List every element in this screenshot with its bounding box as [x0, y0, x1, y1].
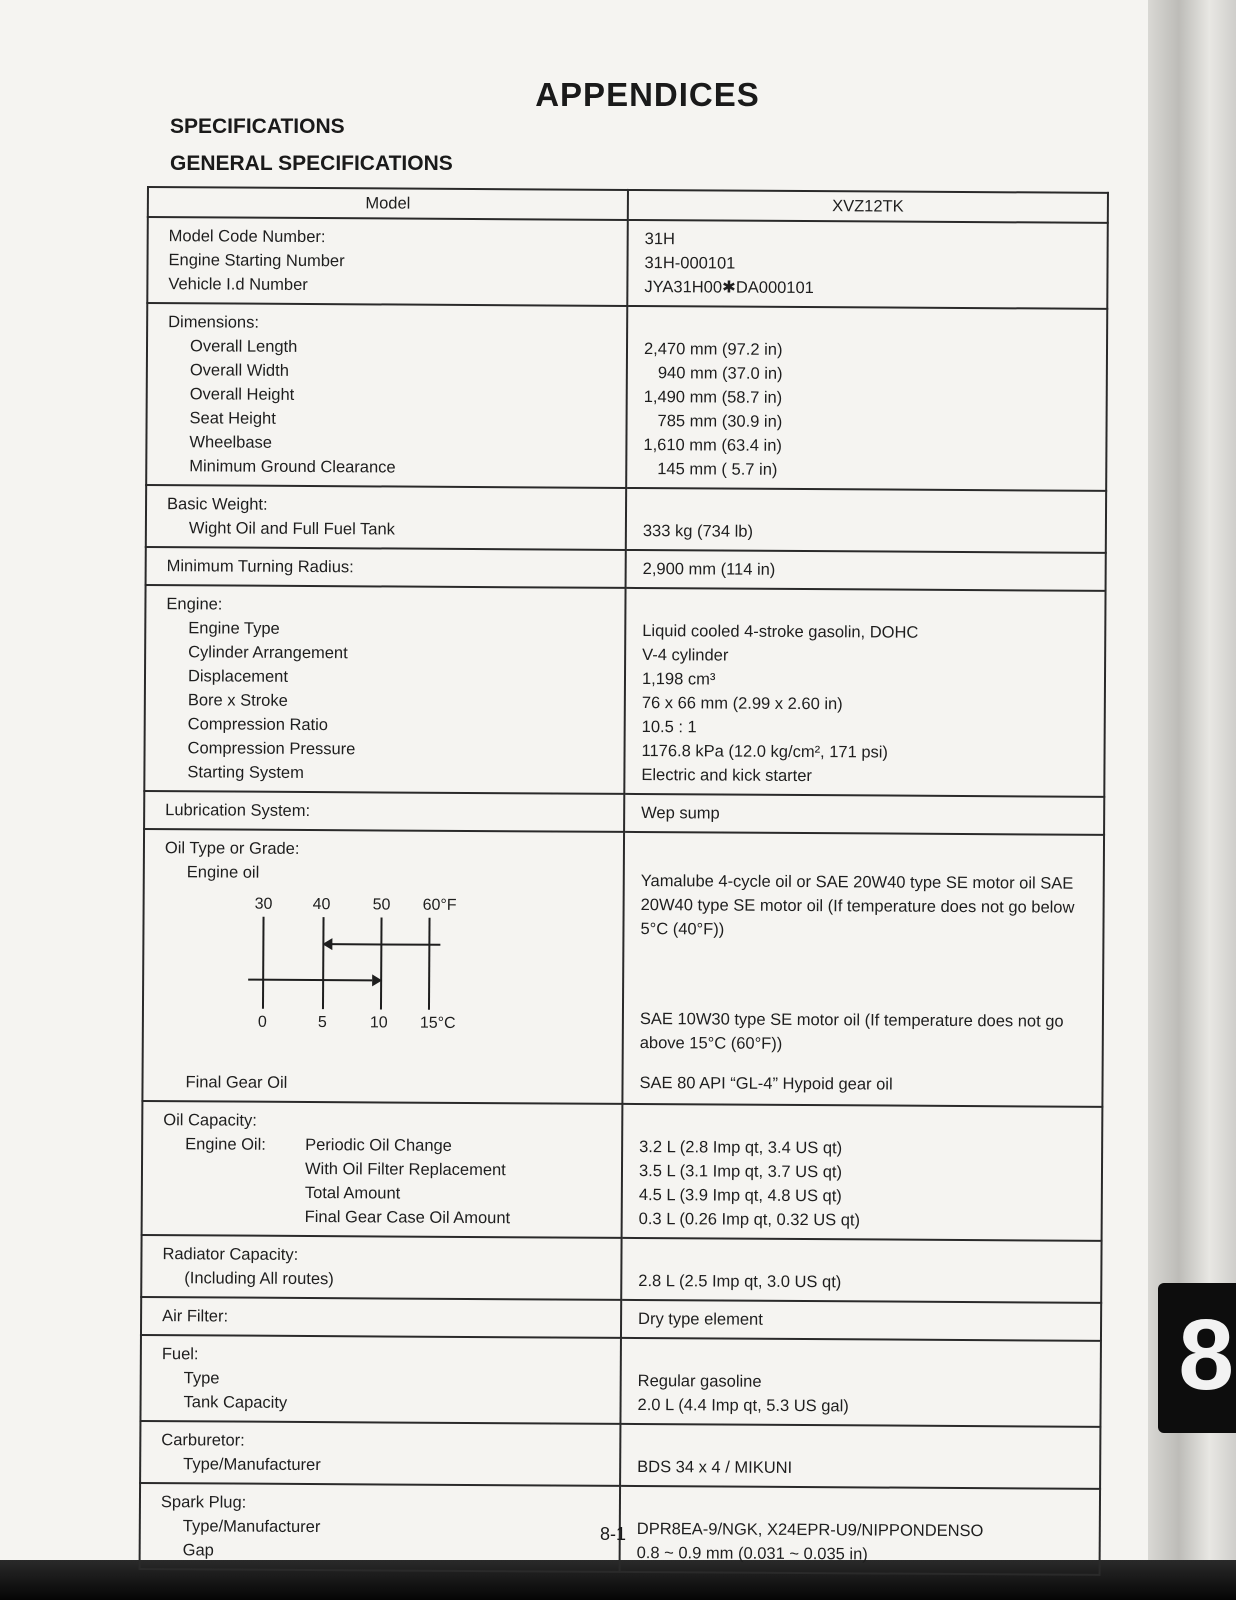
spec-value: 145 mm ( 5.7 in) — [657, 460, 778, 479]
spec-label: Vehicle I.d Number — [168, 275, 308, 294]
fahrenheit-tick: 50 — [372, 896, 391, 914]
header-model: Model — [148, 187, 628, 220]
spec-label: Minimum Turning Radius: — [166, 557, 354, 577]
spec-value: 4.5 L (3.9 Imp qt, 4.8 US qt) — [638, 1186, 842, 1206]
spec-label: Compression Ratio — [187, 715, 329, 735]
spec-heading: Oil Capacity: — [163, 1111, 257, 1130]
table-row — [146, 485, 1106, 553]
fahrenheit-tick: 60°F — [422, 896, 457, 914]
spec-value: 31H — [644, 230, 676, 249]
table-row — [146, 303, 1107, 491]
spec-value: 0.3 L (0.26 Imp qt, 0.32 US qt) — [638, 1210, 861, 1230]
spec-heading: Oil Type or Grade: — [164, 839, 300, 858]
spec-heading: Carburetor: — [161, 1431, 245, 1450]
spec-heading: Engine: — [166, 595, 223, 614]
spec-value: 10.5 : 1 — [641, 718, 697, 737]
table-row — [140, 1421, 1100, 1489]
arrow-right-head — [372, 974, 382, 986]
range-arrow-10w30 — [248, 979, 372, 982]
spec-label: Seat Height — [189, 409, 276, 428]
spec-label: Lubrication System: — [165, 801, 311, 821]
tick-line-5c — [322, 917, 325, 1009]
spec-label: Engine oil — [186, 863, 260, 882]
spec-value: 3.5 L (3.1 Imp qt, 3.7 US qt) — [638, 1162, 843, 1182]
spec-value: 2.0 L (4.4 Imp qt, 5.3 US gal) — [637, 1396, 849, 1416]
spec-value: SAE 10W30 type SE motor oil (If temperature does not go above 15°C (60°F)) — [639, 1010, 1064, 1053]
spec-label: Engine Type — [188, 619, 280, 638]
spec-table — [139, 186, 1109, 1576]
section-tab-number: 8 — [1178, 1299, 1234, 1411]
spec-label: With Oil Filter Replacement — [304, 1159, 506, 1180]
spec-label: Final Gear Oil — [185, 1073, 288, 1092]
spec-value: 2,900 mm (114 in) — [642, 560, 776, 579]
spec-label: Wheelbase — [189, 433, 273, 452]
spec-label: Total Amount — [304, 1183, 401, 1203]
tick-line-15c — [428, 918, 431, 1010]
spec-value: Regular gasoline — [637, 1372, 762, 1391]
table-row — [146, 547, 1106, 591]
fahrenheit-tick: 40 — [312, 896, 331, 914]
spec-label: Tank Capacity — [183, 1393, 288, 1412]
page-title: APPENDICES — [535, 76, 760, 113]
table-row — [142, 1101, 1103, 1241]
range-arrow-20w40 — [330, 943, 440, 946]
spec-value: Yamalube 4-cycle oil or SAE 20W40 type SE motor oil SAE 20W40 type SE motor oil (If temperature does not go below 5°C (40°F)) — [640, 872, 1075, 939]
spec-heading: Basic Weight: — [167, 495, 268, 514]
spec-label: Gap — [182, 1541, 214, 1560]
celsius-tick: 5 — [317, 1014, 327, 1032]
spec-label: (Including All routes) — [184, 1269, 334, 1289]
table-row — [144, 791, 1104, 835]
section-heading: SPECIFICATIONS — [170, 115, 345, 138]
spec-label: Compression Pressure — [187, 739, 356, 759]
spec-value: 1,198 cm³ — [641, 670, 716, 689]
table-row — [141, 1297, 1101, 1341]
spec-value: 940 mm (37.0 in) — [657, 364, 783, 383]
spec-value: 1,490 mm (58.7 in) — [643, 388, 783, 407]
celsius-tick: 0 — [257, 1013, 267, 1031]
celsius-tick: 15°C — [419, 1014, 456, 1032]
section-tab — [1158, 1283, 1236, 1433]
spec-label: Overall Height — [189, 385, 295, 404]
table-row — [141, 1235, 1101, 1303]
spec-heading: Fuel: — [161, 1345, 199, 1364]
spec-value: BDS 34 x 4 / MIKUNI — [637, 1458, 793, 1477]
header-model-name: XVZ12TK — [628, 190, 1108, 223]
spec-label: Type — [183, 1369, 220, 1388]
spec-value: Liquid cooled 4-stroke gasolin, DOHC — [642, 622, 919, 642]
table-row — [140, 1335, 1101, 1427]
subsection-heading: GENERAL SPECIFICATIONS — [170, 152, 453, 175]
spec-value: 0.8 ~ 0.9 mm (0.031 ~ 0.035 in) — [636, 1544, 868, 1564]
spec-label: Cylinder Arrangement — [188, 643, 348, 663]
page-number: 8-1 — [600, 1524, 627, 1544]
arrow-left-head — [322, 938, 332, 950]
spec-label: Bore x Stroke — [187, 691, 288, 710]
spec-value: 76 x 66 mm (2.99 x 2.60 in) — [641, 694, 843, 714]
spec-heading: Radiator Capacity: — [162, 1245, 299, 1264]
spec-label: Air Filter: — [162, 1307, 229, 1326]
spec-label: Type/Manufacturer — [182, 1517, 321, 1537]
spec-value: 333 kg (734 lb) — [642, 522, 754, 541]
spec-label: Overall Width — [189, 361, 289, 380]
spec-value: V-4 cylinder — [642, 646, 729, 665]
spec-label: Minimum Ground Clearance — [189, 457, 396, 477]
spec-value: JYA31H00✱DA000101 — [644, 278, 814, 298]
spec-sublabel: Engine Oil: — [185, 1135, 266, 1154]
spec-label: Type/Manufacturer — [183, 1455, 321, 1475]
celsius-tick: 10 — [369, 1014, 388, 1032]
table-row — [144, 585, 1105, 797]
spec-label: Wight Oil and Full Fuel Tank — [188, 519, 396, 539]
spec-value: Wep sump — [641, 804, 720, 823]
spec-value: Dry type element — [638, 1310, 763, 1329]
table-row — [147, 217, 1108, 309]
spec-value: 2.8 L (2.5 Imp qt, 3.0 US qt) — [638, 1272, 842, 1292]
spec-label: Displacement — [187, 667, 289, 686]
spec-heading: Dimensions: — [168, 313, 260, 332]
spec-value: 31H-000101 — [644, 254, 736, 273]
spec-label: Final Gear Case Oil Amount — [304, 1207, 511, 1228]
oil-temperature-chart — [214, 892, 515, 1064]
spec-value: 3.2 L (2.8 Imp qt, 3.4 US qt) — [639, 1138, 843, 1158]
spec-value: 2,470 mm (97.2 in) — [643, 340, 783, 359]
spec-value: 1,610 mm (63.4 in) — [643, 436, 782, 455]
spec-value: Electric and kick starter — [641, 766, 813, 786]
spec-value: 785 mm (30.9 in) — [657, 412, 783, 431]
spec-value: DPR8EA-9/NGK, X24EPR-U9/NIPPONDENSO — [636, 1520, 984, 1541]
spec-heading: Spark Plug: — [160, 1493, 247, 1512]
spec-label: Periodic Oil Change — [305, 1135, 452, 1155]
tick-line-10c — [380, 917, 383, 1009]
fahrenheit-tick: 30 — [254, 895, 273, 913]
spec-label: Engine Starting Number — [168, 251, 345, 271]
table-row — [142, 829, 1104, 1107]
spec-value: SAE 80 API “GL-4” Hypoid gear oil — [639, 1074, 893, 1094]
spec-label: Starting System — [187, 763, 304, 782]
spec-label: Overall Length — [189, 337, 298, 356]
spec-value: 1176.8 kPa (12.0 kg/cm², 171 psi) — [641, 742, 889, 762]
tick-line-0c — [262, 917, 265, 1009]
spec-label: Model Code Number: — [168, 227, 326, 247]
